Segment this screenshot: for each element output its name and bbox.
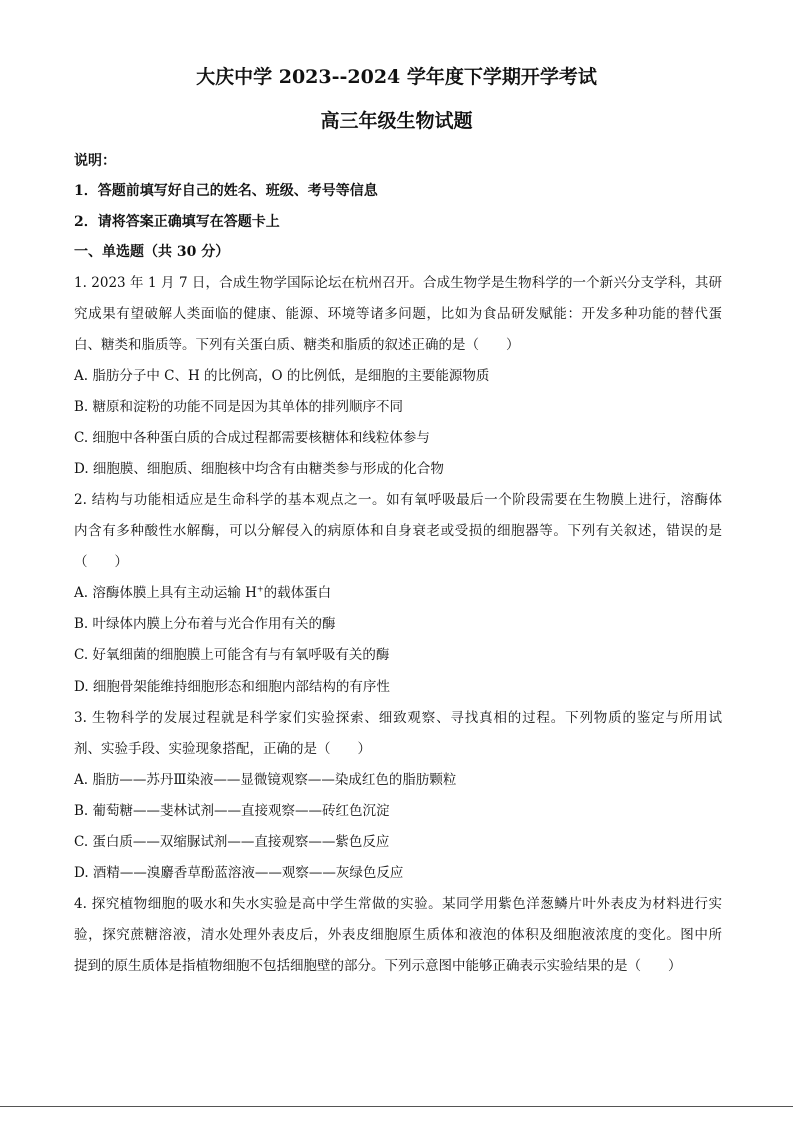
q1-option-c: C. 细胞中各种蛋白质的合成过程都需要核糖体和线粒体参与: [74, 430, 430, 446]
q3-option-c: C. 蛋白质——双缩脲试剂——直接观察——紫色反应: [74, 834, 390, 850]
q2-stem-line-2: 内含有多种酸性水解酶，可以分解侵入的病原体和自身衰老或受损的细胞器等。下列有关叙述，错误的是: [74, 523, 722, 539]
q2-option-a-text: A. 溶酶体膜上具有主动运输 H: [74, 585, 257, 601]
q2-stem-line-3: （ ）: [74, 554, 128, 570]
q2-stem-line-1: 2. 结构与功能相适应是生命科学的基本观点之一。如有氧呼吸最后一个阶段需要在生物膜上进行，溶酶体: [74, 492, 722, 508]
q3-option-d: D. 酒精——溴麝香草酚蓝溶液——观察——灰绿色反应: [74, 865, 404, 881]
q4-stem-line-3: 提到的原生质体是指植物细胞不包括细胞壁的部分。下列示意图中能够正确表示实验结果的是（ ）: [74, 958, 682, 974]
q3-option-a: A. 脂肪——苏丹Ⅲ染液——显微镜观察——染成红色的脂肪颗粒: [74, 772, 457, 788]
q1-stem-line-3: 白、糖类和脂质等。下列有关蛋白质、糖类和脂质的叙述正确的是（ ）: [74, 337, 520, 353]
q2-option-a: [74, 584, 331, 602]
page-bottom-divider: [0, 1106, 793, 1107]
q1-option-b: B. 糖原和淀粉的功能不同是因为其单体的排列顺序不同: [74, 399, 404, 415]
q1-option-a: A. 脂肪分子中 C、H 的比例高，O 的比例低，是细胞的主要能源物质: [74, 368, 490, 384]
exam-subtitle: 高三年级生物试题: [320, 110, 473, 132]
q4-stem-line-2: 验，探究蔗糖溶液，清水处理外表皮后，外表皮细胞原生质体和液泡的体积及细胞液浓度的变化。图中所: [74, 927, 722, 943]
q2-option-a-text-end: 的载体蛋白: [263, 585, 332, 601]
q1-option-d: D. 细胞膜、细胞质、细胞核中均含有由糖类参与形成的化合物: [74, 461, 444, 477]
q1-stem-line-2: 究成果有望破解人类面临的健康、能源、环境等诸多问题，比如为食品研发赋能：开发多种功能的替代蛋: [74, 306, 722, 322]
section-heading: 一、单选题（共 30 分）: [74, 244, 230, 260]
q2-option-c: C. 好氧细菌的细胞膜上可能含有与有氧呼吸有关的酶: [74, 647, 390, 663]
exam-title: 大庆中学 2023--2024 学年度下学期开学考试: [196, 66, 597, 88]
q4-stem-line-1: 4. 探究植物细胞的吸水和失水实验是高中学生常做的实验。某同学用紫色洋葱鳞片叶外表皮为材料进行实: [74, 896, 722, 912]
q2-option-a-superscript: +: [256, 584, 264, 594]
instruction-item-2: 2．请将答案正确填写在答题卡上: [74, 214, 280, 230]
q2-option-b: B. 叶绿体内膜上分布着与光合作用有关的酶: [74, 616, 336, 632]
q1-stem-line-1: 1. 2023 年 1 月 7 日，合成生物学国际论坛在杭州召开。合成生物学是生物科学的一个新兴分支学科，其研: [74, 275, 722, 291]
q2-option-d: D. 细胞骨架能维持细胞形态和细胞内部结构的有序性: [74, 679, 390, 695]
q3-stem-line-1: 3. 生物科学的发展过程就是科学家们实验探索、细致观察、寻找真相的过程。下列物质的鉴定与所用试: [74, 710, 722, 726]
q3-stem-line-2: 剂、实验手段、实验现象搭配，正确的是（ ）: [74, 741, 371, 757]
instructions-heading: 说明：: [74, 153, 116, 169]
q3-option-b: B. 葡萄糖——斐林试剂——直接观察——砖红色沉淀: [74, 803, 390, 819]
instruction-item-1: 1．答题前填写好自己的姓名、班级、考号等信息: [74, 183, 378, 199]
